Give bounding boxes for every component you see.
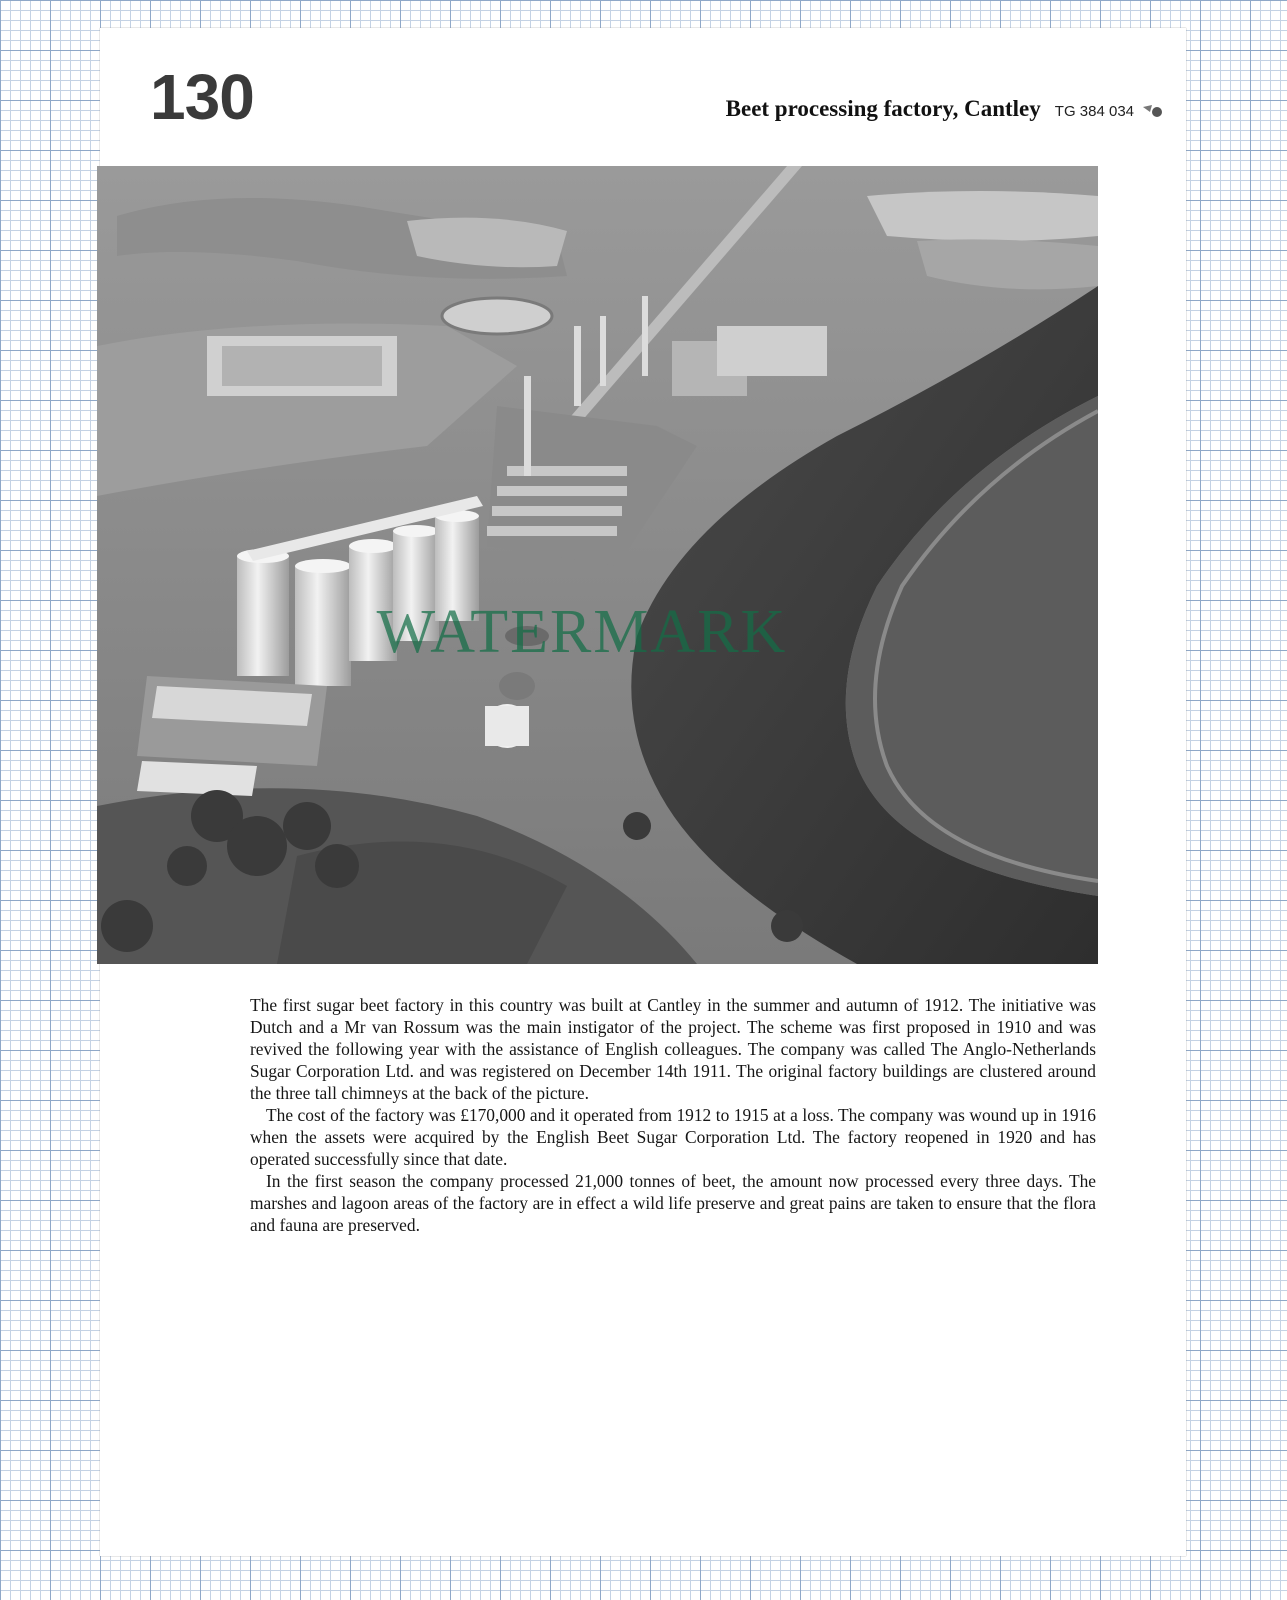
paragraph: In the first season the company processed 21,000 tonnes of beet, the amount now processed every three days. The marshes and lagoon areas of the factory are in effect a wild life preserve and great pains are taken to ensure that the flora and fauna are preserved. [250, 1171, 1096, 1235]
heading [726, 96, 1166, 122]
grid-reference: TG 384 034 [1054, 103, 1134, 120]
paragraph: The first sugar beet factory in this country was built at Cantley in the summer and autumn of 1912. The initiative was Dutch and a Mr van Rossum was the main instigator of the project. The scheme was first proposed in 1910 and was revived the following year with the assistance of English colleagues. The company was called The Anglo-Netherlands Sugar Corporation Ltd. and was registered on December 14th 1911. The original factory buildings are clustered around the three tall chimneys at the back of the picture. [250, 995, 1096, 1103]
chimney [600, 316, 606, 386]
chimney [642, 296, 648, 376]
page-number: 130 [150, 61, 254, 133]
direction-marker-icon [1142, 104, 1166, 118]
watermark: WATERMARK [376, 598, 788, 666]
book-page [100, 28, 1186, 1556]
chimney [574, 326, 581, 406]
paragraph: The cost of the factory was £170,000 and it operated from 1912 to 1915 at a loss. The company was wound up in 1916 when the assets were acquired by the English Beet Sugar Corporation Ltd. The factory reopened in 1920 and has operated successfully since that date. [250, 1105, 1096, 1169]
chimney [524, 376, 531, 476]
page-title: Beet processing factory, Cantley [725, 96, 1041, 121]
aerial-photograph [97, 166, 1098, 964]
article-text [250, 994, 1096, 1236]
